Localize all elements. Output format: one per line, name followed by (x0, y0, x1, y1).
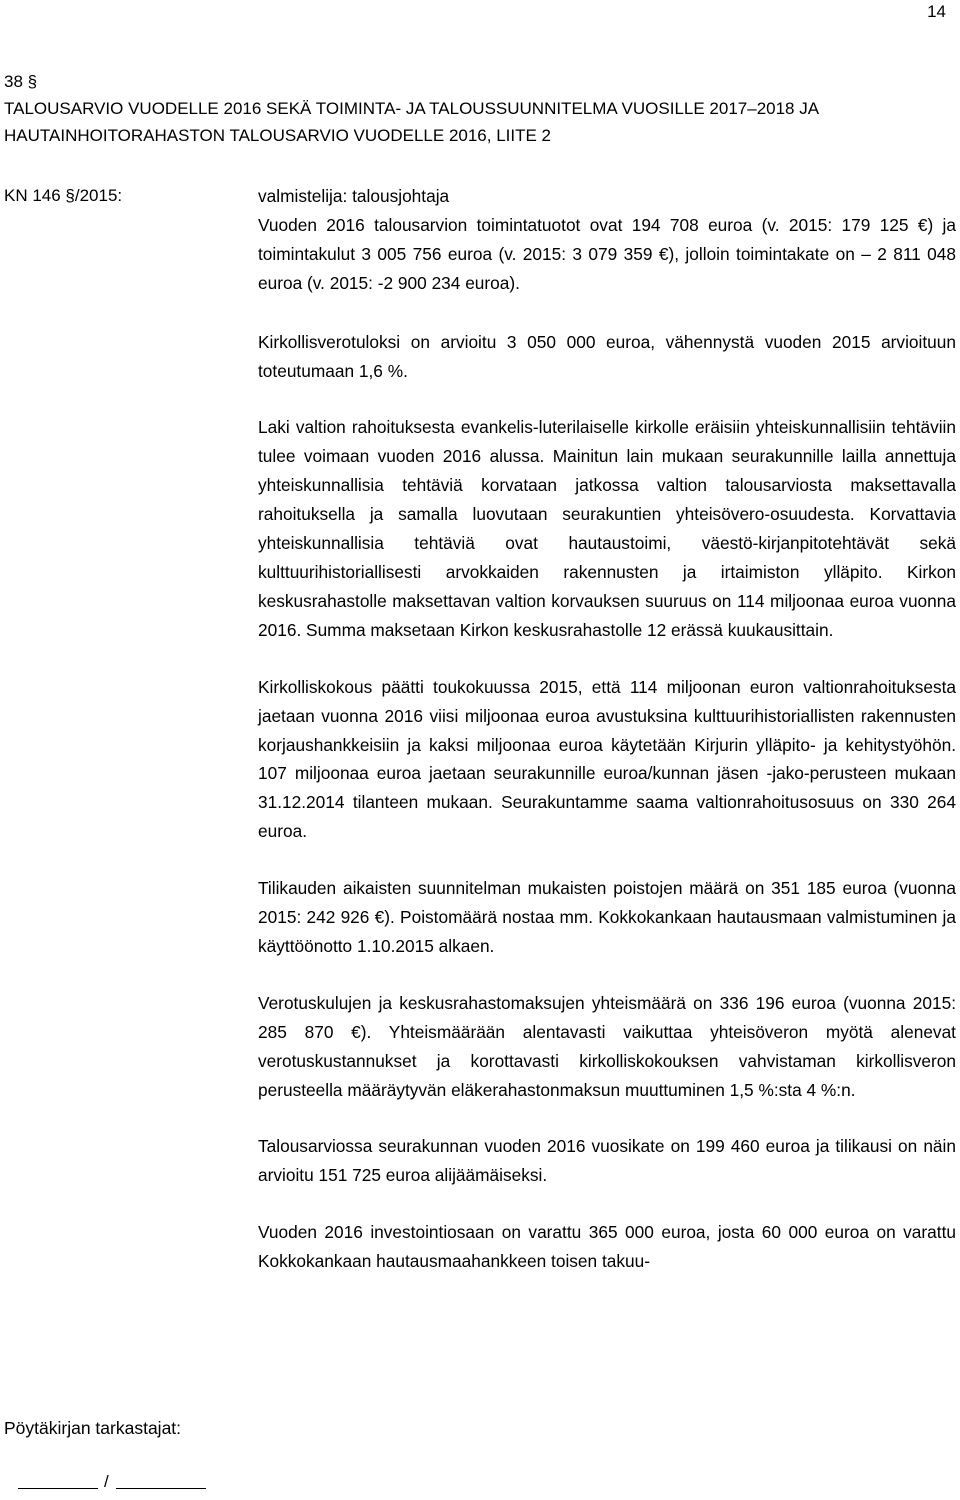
paragraph-investments: Vuoden 2016 investointiosaan on varattu 365 000 euroa, josta 60 000 euroa on varattu Kokkokankaan hautausmaahankkeen toisen takuu- (258, 1222, 956, 1272)
document-title-line-2: HAUTAINHOITORAHASTON TALOUSARVIO VUODELLE 2016, LIITE 2 (4, 126, 552, 145)
intro-text: Vuoden 2016 talousarvion toimintatuotot ovat 194 708 euroa (v. 2015: 179 125 €) ja toimintakulut 3 005 756 euroa (v. 2015: 3 079 359 €), jolloin toimintakate on – 2 811 048 euroa (v. 2015: -2 900 234 euroa). (258, 214, 956, 293)
page-number: 14 (927, 2, 946, 21)
document-title-line-1: TALOUSARVIO VUODELLE 2016 SEKÄ TOIMINTA- JA TALOUSSUUNNITELMA VUOSILLE 2017–2018 JA (4, 99, 820, 118)
section-number: 38 § (4, 72, 38, 91)
document-body (258, 182, 956, 1304)
document-header (4, 68, 819, 149)
signature-separator: / (104, 1472, 109, 1491)
signature-line-1 (18, 1488, 98, 1489)
kn-reference: KN 146 §/2015: (4, 186, 123, 205)
paragraph-annual-margin: Talousarviossa seurakunnan vuoden 2016 vuosikate on 199 460 euroa ja tilikausi on näin arvioitu 151 725 euroa alijäämäiseksi. (258, 1136, 956, 1186)
preparer-line: valmistelija: talousjohtaja (258, 186, 450, 206)
paragraph-tax-costs: Verotuskulujen ja keskusrahastomaksujen yhteismäärä on 336 196 euroa (vuonna 2015: 285 870 €). Yhteismäärään alentavasti vaikuttaa yhteisöveron myötä alenevat verotuskustannukset ja korottavasti kirkolliskokouksen vahvistaman kirkollisveron perusteella määräytyvän eläkerahastonmaksun muuttuminen 1,5 %:sta 4 %:n. (258, 992, 956, 1100)
signature-lines (4, 1466, 204, 1492)
paragraph-state-funding-law: Laki valtion rahoituksesta evankelis-luterilaiselle kirkolle eräisiin yhteiskunnallisiin tehtäviin tulee voimaan vuoden 2016 alussa. Mainitun lain mukaan seurakunnille lailla annettuja yhteiskunnallisia tehtäviä korvataan jatkossa valtion talousarviosta maksettavalla rahoituksella ja samalla luovutaan seurakuntien yhteisövero-osuudesta. Korvattavia yhteiskunnallisia tehtäviä ovat hautaustoimi, väestö-kirjanpitotehtävät sekä kulttuurihistoriallisesti arvokkaiden rakennusten ja irtaimiston ylläpito. Kirkon keskusrahastolle maksettavan valtion korvauksen suuruus on 114 miljoonaa euroa vuonna 2016. Summa maksetaan Kirkon keskusrahastolle 12 erässä kuukausittain. (258, 417, 956, 640)
signature-line-2 (116, 1488, 206, 1489)
paragraph-church-tax: Kirkollisverotuloksi on arvioitu 3 050 000 euroa, vähennystä vuoden 2015 arvioituun toteutumaan 1,6 %. (258, 331, 956, 381)
paragraph-church-assembly: Kirkolliskokous päätti toukokuussa 2015, että 114 miljoonan euron valtionrahoituksesta jaetaan vuonna 2016 viisi miljoonaa euroa avustuksina kulttuurihistoriallisten rakennusten korjaushankkeisiin ja kaksi miljoonaa euroa käytetään Kirjurin ylläpito- ja kehitystyöhön. 107 miljoonaa euroa jaetaan seurakunnille euroa/kunnan jäsen -jako-perusteen mukaan 31.12.2014 tilanteen mukaan. Seurakuntamme saama valtionrahoitusosuus on 330 264 euroa. (258, 676, 956, 842)
intro-paragraph (258, 182, 956, 298)
paragraph-depreciation: Tilikauden aikaisten suunnitelman mukaisten poistojen määrä on 351 185 euroa (vuonna 2015: 242 926 €). Poistomäärä nostaa mm. Kokkokankaan hautausmaan valmistuminen ja käyttöönotto 1.10.2015 alkaen. (258, 878, 956, 956)
minutes-inspectors-label: Pöytäkirjan tarkastajat: (4, 1418, 182, 1438)
